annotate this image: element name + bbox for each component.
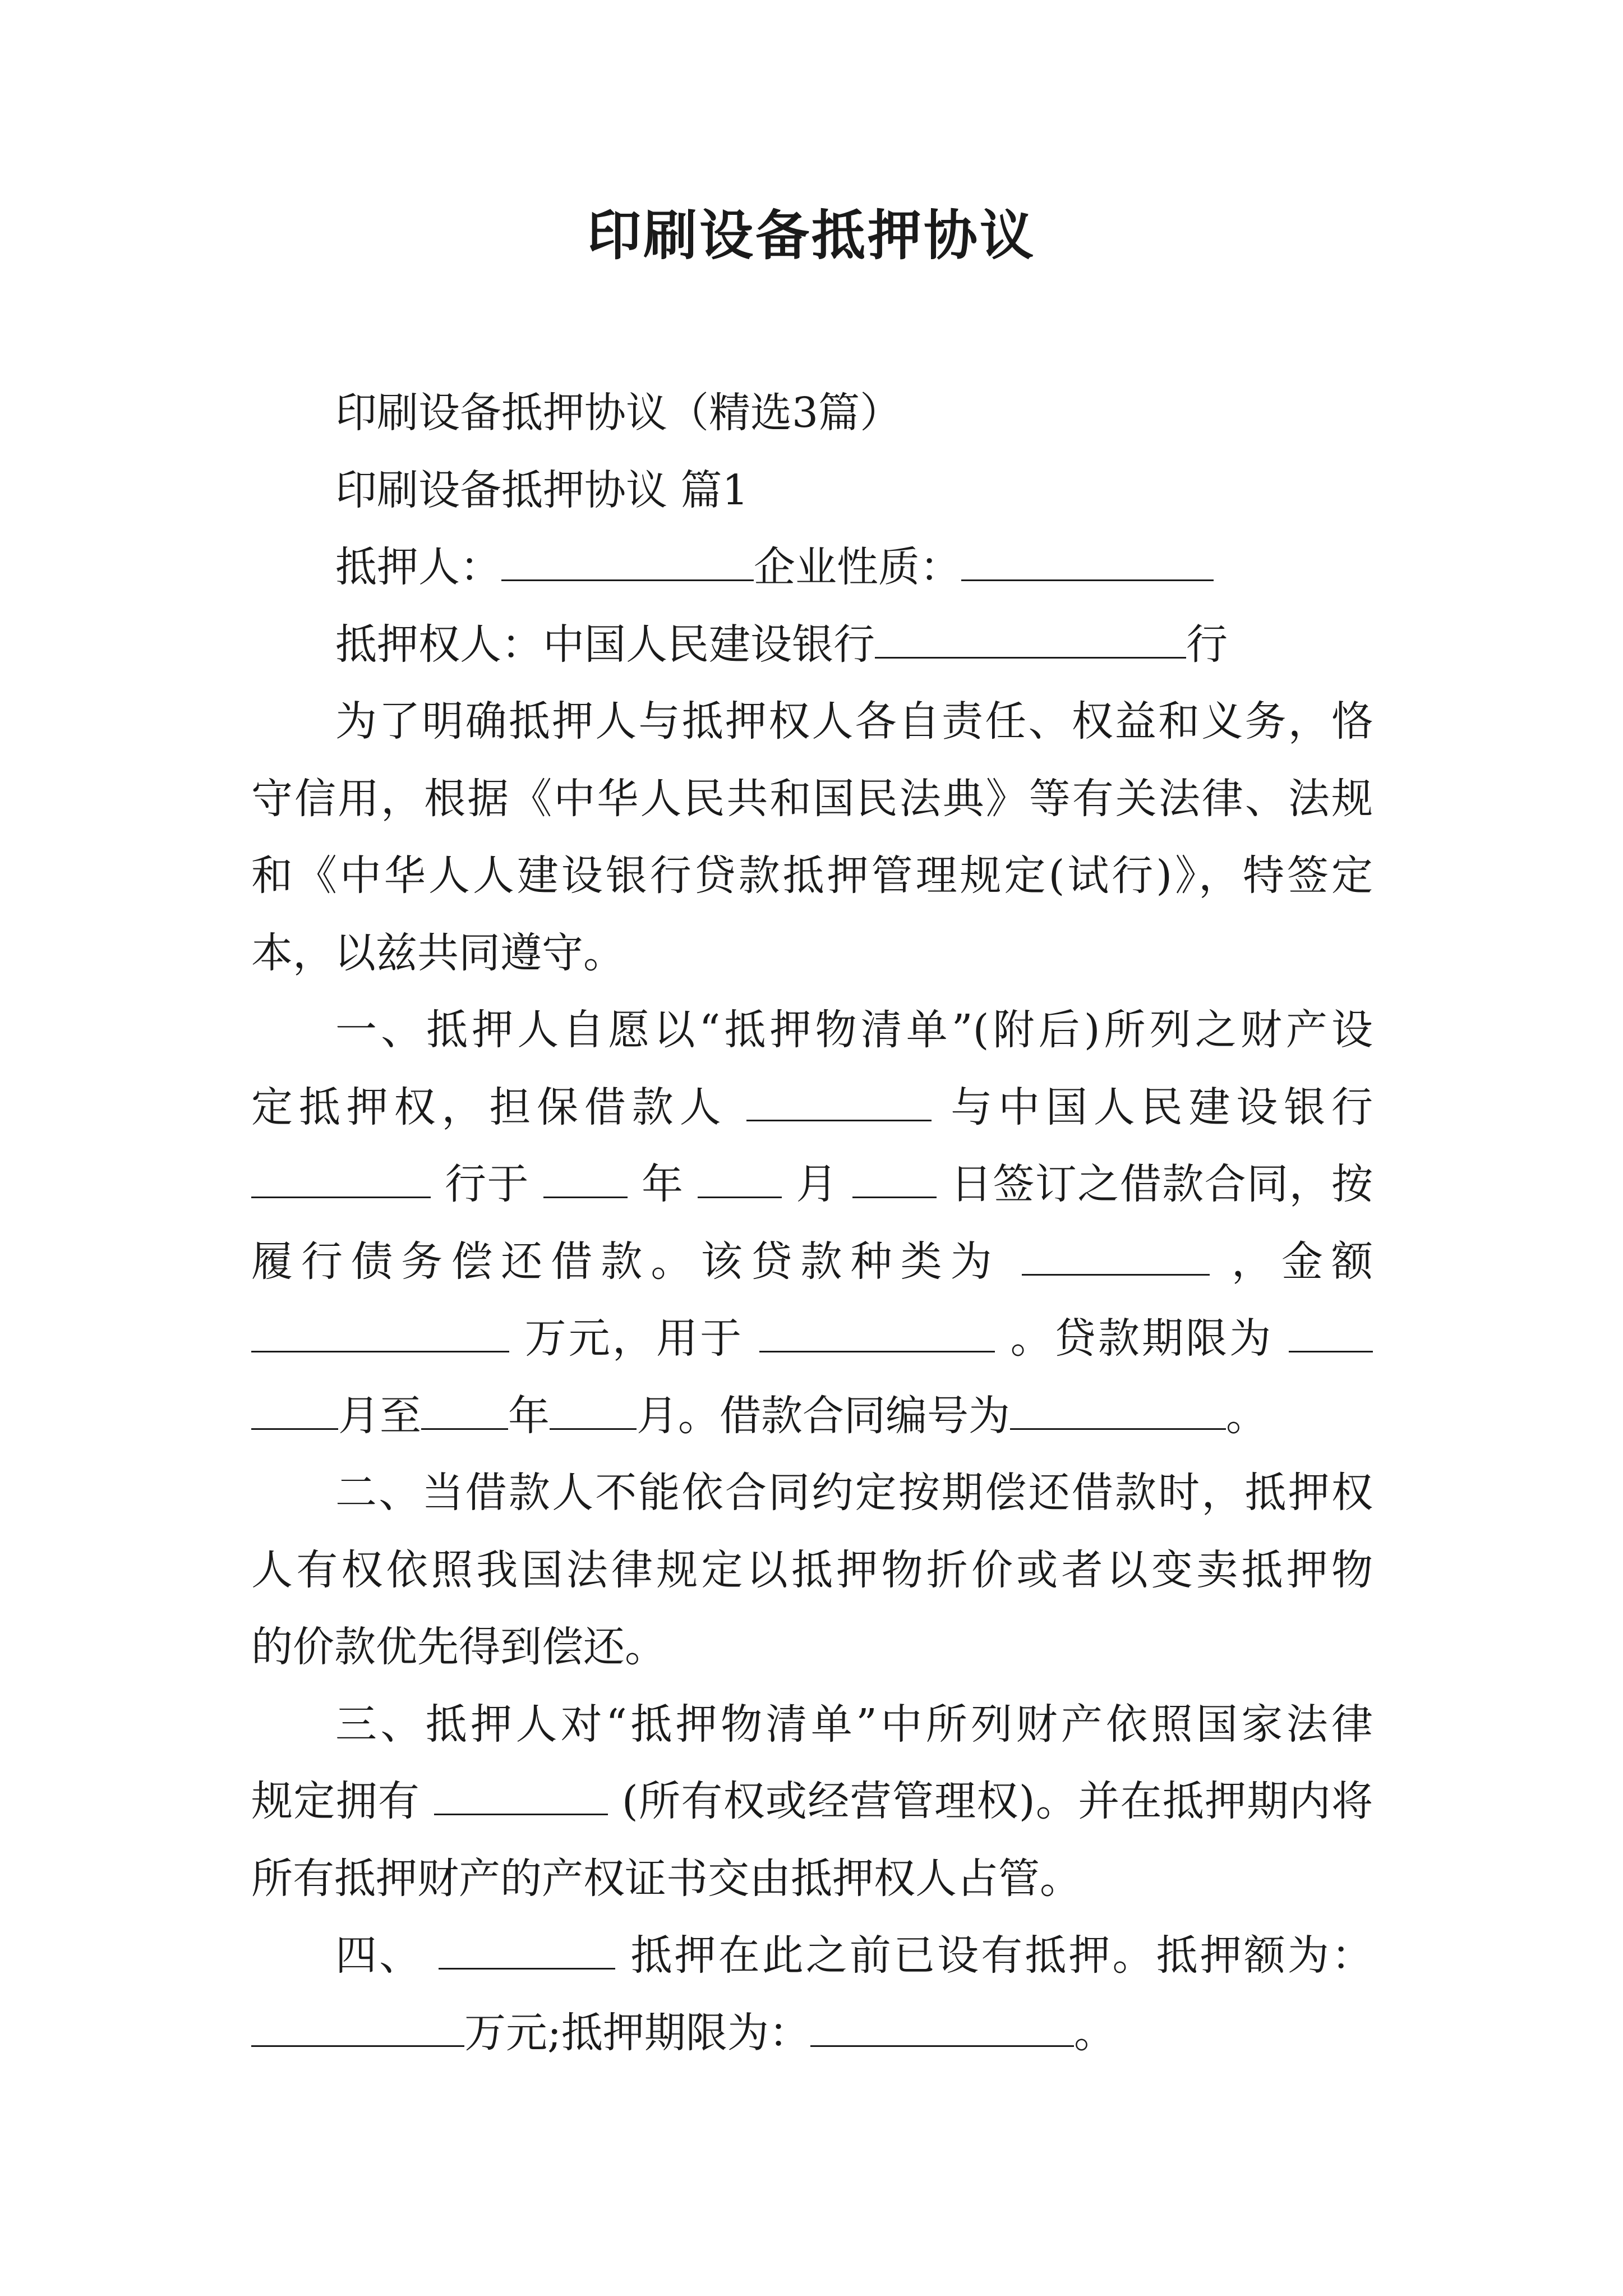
clause-text: 月至 — [338, 1391, 421, 1440]
clause-text: 。贷款期限为 — [1010, 1314, 1274, 1363]
clause-text: 。 — [1226, 1391, 1267, 1440]
clause-text: 履行债务偿还借款。该贷款种类为 — [251, 1237, 1000, 1286]
clause-1-line — [251, 1069, 1373, 1147]
term-year-blank — [1289, 1309, 1373, 1352]
clause-text: 万元，用于 — [524, 1314, 744, 1363]
clause-text: (所有权或经营管理权)。并在抵押期内将 — [621, 1777, 1373, 1825]
end-month-blank — [550, 1387, 637, 1430]
branch-blank — [251, 1155, 431, 1198]
clause-2-line: 的价款优先得到偿还。 — [251, 1623, 666, 1671]
preamble-line: 和《中华人人建设银行贷款抵押管理规定(试行)》，特签定 — [251, 852, 1373, 900]
clause-3-line — [251, 1763, 1373, 1841]
mortgage-term-blank — [810, 2004, 1074, 2047]
end-year-blank — [421, 1387, 508, 1430]
document-body — [251, 375, 1373, 2072]
preamble-line: 本，以兹共同遵守。 — [251, 928, 625, 977]
mortgagor-line — [251, 529, 1373, 606]
clause-2-line: 二、当借款人不能依合同约定按期偿还借款时，抵押权 — [335, 1469, 1373, 1517]
page-title: 印刷设备抵押协议 — [587, 204, 1036, 267]
clause-4-line — [251, 1917, 1373, 1995]
month-blank — [698, 1155, 782, 1198]
mortgagee-line — [251, 606, 1373, 684]
clause-text: 定抵押权，担保借款人 — [251, 1083, 727, 1131]
clause-text: 日签订之借款合同，按 — [950, 1160, 1373, 1208]
mortgagee-label: 抵押权人：中国人民建设银行 — [335, 620, 875, 669]
clause-text: 规定拥有 — [251, 1777, 421, 1825]
clause-text: 月 — [796, 1160, 838, 1208]
ownership-blank — [434, 1772, 608, 1815]
clause-1-line — [251, 1223, 1373, 1301]
borrower-blank — [746, 1078, 932, 1121]
clause-text: 年 — [508, 1391, 550, 1440]
clause-3-line: 所有抵押财产的产权证书交由抵押权人占管。 — [251, 1854, 1081, 1903]
part-heading: 印刷设备抵押协议 篇1 — [335, 466, 749, 514]
clause-text: 。 — [1073, 2008, 1115, 2057]
subtitle: 印刷设备抵押协议（精选3篇） — [335, 389, 902, 437]
mortgagor-blank — [501, 538, 754, 581]
clause-3-line: 三、抵押人对“抵押物清单”中所列财产依照国家法律 — [335, 1700, 1373, 1749]
mortgage-amount-blank — [251, 2004, 464, 2047]
clause-text: 万元;抵押期限为： — [464, 2008, 810, 2057]
enterprise-type-label: 企业性质： — [754, 543, 961, 591]
preamble-line: 守信用，根据《中华人民共和国民法典》等有关法律、法规 — [251, 774, 1373, 823]
clause-text: 与中国人民建设银行 — [951, 1083, 1373, 1131]
clause-text: 年 — [641, 1160, 684, 1208]
year-blank — [543, 1155, 628, 1198]
mortgagor-label: 抵押人： — [335, 543, 501, 591]
clause-1-line — [251, 1300, 1373, 1378]
mortgagee-suffix: 行 — [1186, 620, 1228, 669]
clause-1-line — [251, 1378, 1373, 1455]
prior-mortgage-blank — [439, 1926, 615, 1970]
clause-text: 抵押在此之前已设有抵押。抵押额为： — [630, 1931, 1373, 1980]
preamble-line: 为了明确抵押人与抵押权人各自责任、权益和义务，恪 — [335, 697, 1373, 746]
clause-text: 月。借款合同编号为 — [637, 1391, 1010, 1440]
amount-blank — [251, 1309, 509, 1352]
enterprise-type-blank — [961, 538, 1214, 581]
clause-text: 行于 — [445, 1160, 529, 1208]
clause-2-line: 人有权依照我国法律规定以抵押物折价或者以变卖抵押物 — [251, 1545, 1373, 1594]
clause-4-line — [251, 1995, 1373, 2072]
loan-type-blank — [1022, 1232, 1210, 1276]
term-month-blank — [251, 1387, 338, 1430]
clause-1-line — [251, 1146, 1373, 1223]
contract-number-blank — [1010, 1387, 1226, 1430]
clause-1-line: 一、抵押人自愿以“抵押物清单”(附后)所列之财产设 — [335, 1006, 1373, 1054]
day-blank — [852, 1155, 937, 1198]
purpose-blank — [759, 1309, 995, 1352]
clause-text: ，金额 — [1231, 1237, 1373, 1286]
bank-branch-blank — [875, 615, 1186, 659]
clause-text: 四、 — [335, 1931, 423, 1980]
